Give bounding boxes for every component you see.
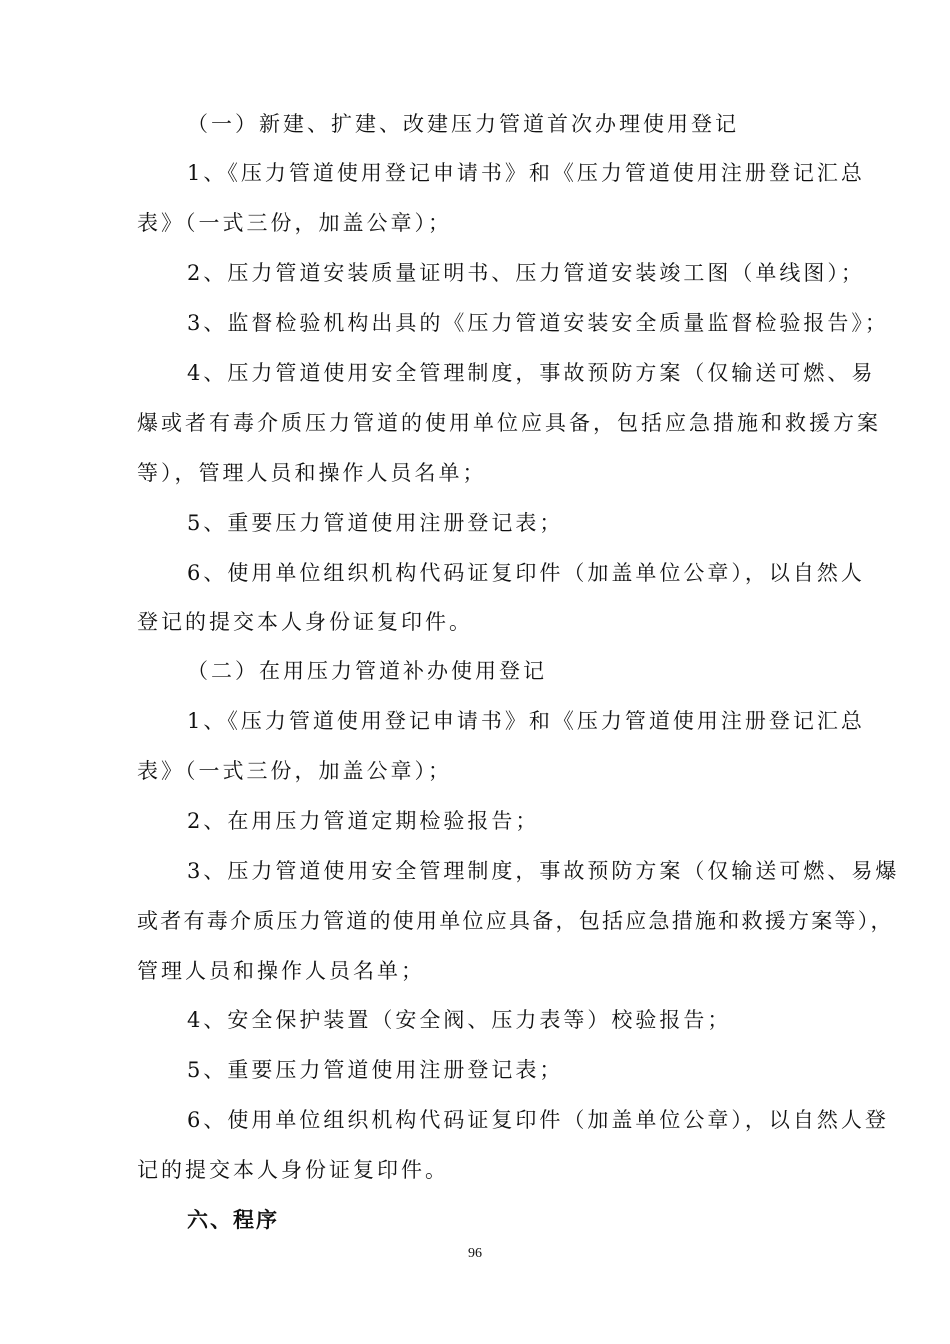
paragraph-line: 登记的提交本人身份证复印件。 — [137, 610, 473, 634]
paragraph-line: 表》（一式三份，加盖公章）； — [137, 211, 452, 235]
paragraph-line: 5、重要压力管道使用注册登记表； — [187, 1058, 564, 1082]
paragraph-line: 1、《压力管道使用登记申请书》和《压力管道使用注册登记汇总 — [187, 709, 865, 733]
paragraph-line: 2、在用压力管道定期检验报告； — [187, 809, 540, 833]
section-heading-new-construction: （一）新建、扩建、改建压力管道首次办理使用登记 — [187, 112, 739, 136]
section-heading-procedure: 六、程序 — [187, 1207, 279, 1232]
paragraph-line: 4、安全保护装置（安全阀、压力表等）校验报告； — [187, 1008, 732, 1032]
paragraph-line: 3、监督检验机构出具的《压力管道安装安全质量监督检验报告》； — [187, 311, 889, 335]
paragraph-line: 2、压力管道安装质量证明书、压力管道安装竣工图（单线图）； — [187, 261, 865, 285]
paragraph-line: 爆或者有毒介质压力管道的使用单位应具备，包括应急措施和救援方案 — [137, 411, 881, 435]
paragraph-line: 管理人员和操作人员名单； — [137, 959, 425, 983]
page-number: 96 — [468, 1246, 482, 1261]
paragraph-line: 6、使用单位组织机构代码证复印件（加盖单位公章），以自然人登 — [187, 1108, 889, 1132]
paragraph-line: 或者有毒介质压力管道的使用单位应具备，包括应急措施和救援方案等）， — [137, 909, 894, 933]
paragraph-line: 4、压力管道使用安全管理制度，事故预防方案（仅输送可燃、易 — [187, 361, 876, 385]
paragraph-line: 表》（一式三份，加盖公章）； — [137, 759, 452, 783]
paragraph-line: 1、《压力管道使用登记申请书》和《压力管道使用注册登记汇总 — [187, 161, 865, 185]
paragraph-line: 6、使用单位组织机构代码证复印件（加盖单位公章），以自然人 — [187, 561, 865, 585]
paragraph-line: 3、压力管道使用安全管理制度，事故预防方案（仅输送可燃、易爆 — [187, 859, 900, 883]
paragraph-line: 记的提交本人身份证复印件。 — [137, 1158, 449, 1182]
section-heading-in-use: （二）在用压力管道补办使用登记 — [187, 659, 547, 683]
paragraph-line: 5、重要压力管道使用注册登记表； — [187, 511, 564, 535]
paragraph-line: 等），管理人员和操作人员名单； — [137, 461, 487, 485]
